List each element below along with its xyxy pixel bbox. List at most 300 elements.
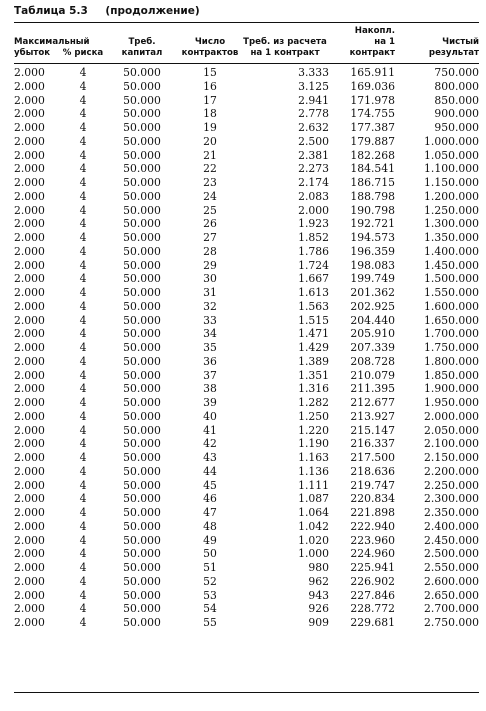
- cell-accumulated-per-contract: 182.268: [350, 148, 395, 162]
- cell-net-result: 850.000: [434, 93, 479, 107]
- cell-risk-percent: 4: [79, 409, 87, 423]
- cell-required-per-contract: 1.000: [298, 547, 329, 561]
- cell-risk-percent: 4: [79, 79, 87, 93]
- cell-risk-percent: 4: [79, 464, 87, 478]
- cell-contracts: 52: [203, 574, 217, 588]
- cell-contracts: 26: [203, 217, 217, 231]
- cell-accumulated-per-contract: 226.902: [350, 574, 395, 588]
- cell-accumulated-per-contract: 211.395: [350, 382, 395, 396]
- cell-required-per-contract: 1.724: [298, 258, 329, 272]
- cell-required-per-contract: 909: [308, 616, 329, 629]
- cell-required-capital: 50.000: [123, 547, 161, 561]
- cell-accumulated-per-contract: 199.749: [350, 272, 395, 286]
- table-row: [14, 561, 479, 575]
- cell-risk-percent: 4: [79, 561, 87, 574]
- cell-required-per-contract: 2.381: [298, 148, 329, 162]
- cell-max-loss: 2.000: [14, 244, 45, 258]
- cell-required-capital: 50.000: [123, 176, 161, 189]
- cell-accumulated-per-contract: 184.541: [350, 162, 395, 176]
- cell-contracts: 48: [203, 519, 217, 533]
- cell-risk-percent: 4: [79, 148, 87, 162]
- cell-required-per-contract: 2.083: [298, 189, 329, 203]
- cell-required-per-contract: 2.273: [298, 162, 329, 176]
- cell-risk-percent: 4: [79, 176, 87, 189]
- cell-accumulated-per-contract: 223.960: [350, 533, 395, 547]
- cell-net-result: 1.850.000: [424, 368, 479, 382]
- cell-contracts: 34: [203, 327, 217, 341]
- table-row: [14, 341, 479, 355]
- cell-accumulated-per-contract: 202.925: [350, 299, 395, 313]
- table-row: [14, 465, 479, 479]
- cell-accumulated-per-contract: 208.728: [350, 354, 395, 368]
- cell-required-capital: 50.000: [123, 423, 161, 437]
- cell-contracts: 39: [203, 396, 217, 409]
- cell-required-capital: 50.000: [123, 258, 161, 272]
- cell-contracts: 28: [203, 244, 217, 258]
- column-header-line: Чистый: [442, 37, 479, 47]
- cell-required-per-contract: 1.111: [298, 478, 329, 492]
- cell-required-capital: 50.000: [123, 451, 161, 464]
- cell-max-loss: 2.000: [14, 547, 45, 561]
- cell-required-capital: 50.000: [123, 286, 161, 299]
- cell-required-per-contract: 1.020: [298, 533, 329, 547]
- cell-required-per-contract: 1.923: [298, 217, 329, 231]
- cell-required-per-contract: 1.515: [298, 313, 329, 327]
- cell-max-loss: 2.000: [14, 451, 45, 464]
- column-header-line: на 1 контракт: [349, 37, 395, 58]
- cell-required-per-contract: 943: [308, 588, 329, 602]
- cell-max-loss: 2.000: [14, 519, 45, 533]
- cell-contracts: 17: [203, 93, 217, 107]
- bottom-rule: [14, 692, 479, 693]
- cell-required-per-contract: 1.064: [298, 506, 329, 519]
- cell-contracts: 32: [203, 299, 217, 313]
- cell-required-per-contract: 1.786: [298, 244, 329, 258]
- cell-max-loss: 2.000: [14, 561, 45, 574]
- cell-accumulated-per-contract: 225.941: [350, 561, 395, 574]
- data-table: [14, 66, 479, 630]
- table-row: [14, 602, 479, 616]
- cell-accumulated-per-contract: 186.715: [350, 176, 395, 189]
- column-header-line: контрактов: [181, 48, 239, 58]
- cell-max-loss: 2.000: [14, 66, 45, 79]
- table-row: [14, 547, 479, 561]
- cell-net-result: 1.550.000: [424, 286, 479, 299]
- cell-max-loss: 2.000: [14, 189, 45, 203]
- cell-required-per-contract: 1.351: [298, 368, 329, 382]
- cell-risk-percent: 4: [79, 423, 87, 437]
- cell-required-capital: 50.000: [123, 313, 161, 327]
- cell-required-capital: 50.000: [123, 134, 161, 148]
- table-row: [14, 204, 479, 218]
- cell-max-loss: 2.000: [14, 506, 45, 519]
- column-header-contracts: [179, 26, 241, 59]
- cell-net-result: 1.900.000: [424, 382, 479, 396]
- table-row: [14, 534, 479, 548]
- cell-required-per-contract: 1.136: [298, 464, 329, 478]
- table-row: [14, 589, 479, 603]
- cell-required-per-contract: 1.220: [298, 423, 329, 437]
- cell-accumulated-per-contract: 179.887: [350, 134, 395, 148]
- cell-required-per-contract: 3.125: [298, 79, 329, 93]
- table-row: [14, 217, 479, 231]
- cell-risk-percent: 4: [79, 574, 87, 588]
- cell-required-capital: 50.000: [123, 616, 161, 629]
- cell-net-result: 2.050.000: [424, 423, 479, 437]
- cell-contracts: 44: [203, 464, 217, 478]
- cell-max-loss: 2.000: [14, 93, 45, 107]
- cell-risk-percent: 4: [79, 203, 87, 217]
- table-row: [14, 176, 479, 190]
- cell-accumulated-per-contract: 174.755: [350, 107, 395, 121]
- cell-contracts: 43: [203, 451, 217, 464]
- cell-accumulated-per-contract: 210.079: [350, 368, 395, 382]
- cell-max-loss: 2.000: [14, 602, 45, 616]
- cell-required-capital: 50.000: [123, 368, 161, 382]
- cell-risk-percent: 4: [79, 478, 87, 492]
- cell-risk-percent: 4: [79, 341, 87, 354]
- cell-required-capital: 50.000: [123, 162, 161, 176]
- cell-required-per-contract: 1.042: [298, 519, 329, 533]
- cell-contracts: 38: [203, 382, 217, 396]
- cell-max-loss: 2.000: [14, 368, 45, 382]
- cell-contracts: 23: [203, 176, 217, 189]
- cell-contracts: 42: [203, 437, 217, 451]
- cell-risk-percent: 4: [79, 382, 87, 396]
- column-header-line: на 1 контракт: [250, 48, 320, 58]
- cell-net-result: 1.500.000: [424, 272, 479, 286]
- column-header-required-capital: [105, 26, 179, 59]
- cell-required-capital: 50.000: [123, 203, 161, 217]
- cell-required-capital: 50.000: [123, 382, 161, 396]
- cell-accumulated-per-contract: 177.387: [350, 121, 395, 134]
- cell-net-result: 1.950.000: [424, 396, 479, 409]
- cell-contracts: 25: [203, 203, 217, 217]
- cell-accumulated-per-contract: 171.978: [350, 93, 395, 107]
- cell-required-per-contract: 1.087: [298, 492, 329, 506]
- cell-accumulated-per-contract: 227.846: [350, 588, 395, 602]
- cell-required-capital: 50.000: [123, 354, 161, 368]
- cell-net-result: 2.350.000: [424, 506, 479, 519]
- table-row: [14, 616, 479, 630]
- cell-required-capital: 50.000: [123, 464, 161, 478]
- cell-contracts: 51: [203, 561, 217, 574]
- cell-risk-percent: 4: [79, 134, 87, 148]
- cell-contracts: 29: [203, 258, 217, 272]
- table-row: [14, 245, 479, 259]
- table-caption: [14, 5, 200, 17]
- top-rule: [14, 22, 479, 23]
- cell-max-loss: 2.000: [14, 423, 45, 437]
- cell-required-per-contract: 980: [308, 561, 329, 574]
- cell-required-per-contract: 1.667: [298, 272, 329, 286]
- cell-contracts: 33: [203, 313, 217, 327]
- cell-risk-percent: 4: [79, 66, 87, 79]
- cell-required-capital: 50.000: [123, 327, 161, 341]
- cell-required-capital: 50.000: [123, 244, 161, 258]
- cell-max-loss: 2.000: [14, 492, 45, 506]
- cell-risk-percent: 4: [79, 272, 87, 286]
- table-row: [14, 575, 479, 589]
- cell-max-loss: 2.000: [14, 121, 45, 134]
- cell-net-result: 900.000: [434, 107, 479, 121]
- cell-risk-percent: 4: [79, 506, 87, 519]
- cell-contracts: 31: [203, 286, 217, 299]
- cell-max-loss: 2.000: [14, 148, 45, 162]
- cell-net-result: 2.200.000: [424, 464, 479, 478]
- cell-accumulated-per-contract: 224.960: [350, 547, 395, 561]
- cell-net-result: 1.050.000: [424, 148, 479, 162]
- cell-contracts: 50: [203, 547, 217, 561]
- cell-contracts: 47: [203, 506, 217, 519]
- cell-risk-percent: 4: [79, 588, 87, 602]
- cell-required-per-contract: 2.778: [298, 107, 329, 121]
- cell-max-loss: 2.000: [14, 203, 45, 217]
- cell-contracts: 40: [203, 409, 217, 423]
- cell-net-result: 1.450.000: [424, 258, 479, 272]
- cell-net-result: 1.200.000: [424, 189, 479, 203]
- cell-max-loss: 2.000: [14, 162, 45, 176]
- cell-required-capital: 50.000: [123, 148, 161, 162]
- cell-required-per-contract: 962: [308, 574, 329, 588]
- table-row: [14, 382, 479, 396]
- cell-required-capital: 50.000: [123, 409, 161, 423]
- cell-accumulated-per-contract: 220.834: [350, 492, 395, 506]
- table-row: [14, 107, 479, 121]
- table-body: [14, 66, 479, 630]
- cell-net-result: 2.450.000: [424, 533, 479, 547]
- table-row: [14, 410, 479, 424]
- cell-required-capital: 50.000: [123, 107, 161, 121]
- cell-required-per-contract: 2.500: [298, 134, 329, 148]
- cell-required-capital: 50.000: [123, 437, 161, 451]
- cell-net-result: 1.150.000: [424, 176, 479, 189]
- cell-required-capital: 50.000: [123, 574, 161, 588]
- cell-required-capital: 50.000: [123, 561, 161, 574]
- cell-net-result: 2.500.000: [424, 547, 479, 561]
- cell-required-per-contract: 1.250: [298, 409, 329, 423]
- cell-required-capital: 50.000: [123, 299, 161, 313]
- table-header: [14, 26, 479, 59]
- cell-contracts: 36: [203, 354, 217, 368]
- cell-contracts: 45: [203, 478, 217, 492]
- cell-net-result: 2.250.000: [424, 478, 479, 492]
- cell-net-result: 800.000: [434, 79, 479, 93]
- table-row: [14, 327, 479, 341]
- cell-required-capital: 50.000: [123, 519, 161, 533]
- cell-accumulated-per-contract: 229.681: [350, 616, 395, 629]
- cell-required-capital: 50.000: [123, 492, 161, 506]
- cell-required-capital: 50.000: [123, 341, 161, 354]
- cell-max-loss: 2.000: [14, 79, 45, 93]
- cell-max-loss: 2.000: [14, 437, 45, 451]
- cell-accumulated-per-contract: 219.747: [350, 478, 395, 492]
- cell-accumulated-per-contract: 205.910: [350, 327, 395, 341]
- cell-net-result: 2.400.000: [424, 519, 479, 533]
- cell-contracts: 22: [203, 162, 217, 176]
- cell-risk-percent: 4: [79, 437, 87, 451]
- cell-contracts: 15: [203, 66, 217, 79]
- table-row: [14, 80, 479, 94]
- cell-contracts: 27: [203, 231, 217, 244]
- cell-max-loss: 2.000: [14, 176, 45, 189]
- cell-contracts: 30: [203, 272, 217, 286]
- cell-max-loss: 2.000: [14, 272, 45, 286]
- cell-required-capital: 50.000: [123, 588, 161, 602]
- table-row: [14, 314, 479, 328]
- cell-required-capital: 50.000: [123, 217, 161, 231]
- cell-max-loss: 2.000: [14, 478, 45, 492]
- table-row: [14, 121, 479, 135]
- cell-net-result: 2.600.000: [424, 574, 479, 588]
- cell-risk-percent: 4: [79, 396, 87, 409]
- cell-required-per-contract: 1.471: [298, 327, 329, 341]
- cell-accumulated-per-contract: 188.798: [350, 189, 395, 203]
- column-header-line: убыток: [14, 48, 51, 58]
- cell-contracts: 20: [203, 134, 217, 148]
- cell-max-loss: 2.000: [14, 258, 45, 272]
- column-header-required-per-contract: [241, 26, 329, 59]
- cell-net-result: 2.750.000: [424, 616, 479, 629]
- table-number: Таблица 5.3: [14, 5, 88, 17]
- cell-contracts: 49: [203, 533, 217, 547]
- cell-risk-percent: 4: [79, 93, 87, 107]
- cell-max-loss: 2.000: [14, 313, 45, 327]
- column-header-line: Накопл.: [354, 26, 395, 36]
- cell-required-capital: 50.000: [123, 602, 161, 616]
- table-row: [14, 437, 479, 451]
- cell-accumulated-per-contract: 217.500: [350, 451, 395, 464]
- cell-required-capital: 50.000: [123, 121, 161, 134]
- cell-max-loss: 2.000: [14, 588, 45, 602]
- table-row: [14, 149, 479, 163]
- cell-net-result: 1.800.000: [424, 354, 479, 368]
- cell-risk-percent: 4: [79, 616, 87, 629]
- cell-net-result: 2.550.000: [424, 561, 479, 574]
- cell-required-per-contract: 3.333: [298, 66, 329, 79]
- cell-accumulated-per-contract: 201.362: [350, 286, 395, 299]
- cell-risk-percent: 4: [79, 217, 87, 231]
- cell-required-capital: 50.000: [123, 506, 161, 519]
- cell-required-capital: 50.000: [123, 272, 161, 286]
- column-header-line: % риска: [62, 48, 104, 58]
- cell-net-result: 950.000: [434, 121, 479, 134]
- cell-risk-percent: 4: [79, 354, 87, 368]
- column-header-line: Треб. из расчета: [243, 37, 327, 47]
- cell-required-per-contract: 2.000: [298, 203, 329, 217]
- cell-net-result: 1.100.000: [424, 162, 479, 176]
- table-continuation-note: (продолжение): [105, 5, 200, 17]
- table-row: [14, 135, 479, 149]
- cell-max-loss: 2.000: [14, 396, 45, 409]
- cell-required-capital: 50.000: [123, 189, 161, 203]
- cell-risk-percent: 4: [79, 286, 87, 299]
- cell-risk-percent: 4: [79, 107, 87, 121]
- cell-max-loss: 2.000: [14, 354, 45, 368]
- cell-net-result: 1.250.000: [424, 203, 479, 217]
- cell-risk-percent: 4: [79, 189, 87, 203]
- column-header-line: результат: [428, 48, 479, 58]
- cell-accumulated-per-contract: 207.339: [350, 341, 395, 354]
- cell-risk-percent: 4: [79, 313, 87, 327]
- table-row: [14, 231, 479, 245]
- cell-net-result: 1.650.000: [424, 313, 479, 327]
- cell-accumulated-per-contract: 169.036: [350, 79, 395, 93]
- cell-risk-percent: 4: [79, 368, 87, 382]
- cell-net-result: 1.000.000: [424, 134, 479, 148]
- cell-accumulated-per-contract: 198.083: [350, 258, 395, 272]
- column-header-line: капитал: [121, 48, 163, 58]
- cell-required-capital: 50.000: [123, 79, 161, 93]
- cell-contracts: 53: [203, 588, 217, 602]
- cell-contracts: 41: [203, 423, 217, 437]
- table-row: [14, 162, 479, 176]
- table-row: [14, 492, 479, 506]
- cell-net-result: 2.150.000: [424, 451, 479, 464]
- table-row: [14, 424, 479, 438]
- cell-max-loss: 2.000: [14, 286, 45, 299]
- cell-risk-percent: 4: [79, 121, 87, 134]
- cell-required-per-contract: 1.852: [298, 231, 329, 244]
- table-row: [14, 94, 479, 108]
- cell-contracts: 55: [203, 616, 217, 629]
- header-row: [14, 26, 479, 59]
- cell-required-per-contract: 1.282: [298, 396, 329, 409]
- cell-risk-percent: 4: [79, 258, 87, 272]
- cell-required-per-contract: 1.316: [298, 382, 329, 396]
- cell-risk-percent: 4: [79, 519, 87, 533]
- cell-accumulated-per-contract: 213.927: [350, 409, 395, 423]
- column-header-line: Треб.: [128, 37, 156, 47]
- cell-max-loss: 2.000: [14, 341, 45, 354]
- cell-required-per-contract: 2.174: [298, 176, 329, 189]
- cell-risk-percent: 4: [79, 244, 87, 258]
- cell-net-result: 1.750.000: [424, 341, 479, 354]
- table-row: [14, 396, 479, 410]
- cell-max-loss: 2.000: [14, 299, 45, 313]
- header-rule: [14, 63, 479, 64]
- cell-contracts: 19: [203, 121, 217, 134]
- cell-max-loss: 2.000: [14, 574, 45, 588]
- table-row: [14, 451, 479, 465]
- cell-required-capital: 50.000: [123, 396, 161, 409]
- cell-net-result: 2.650.000: [424, 588, 479, 602]
- cell-net-result: 1.300.000: [424, 217, 479, 231]
- cell-required-capital: 50.000: [123, 478, 161, 492]
- column-header-accumulated-per-contract: [329, 26, 395, 59]
- cell-risk-percent: 4: [79, 547, 87, 561]
- cell-required-per-contract: 2.941: [298, 93, 329, 107]
- cell-net-result: 1.600.000: [424, 299, 479, 313]
- table-row: [14, 355, 479, 369]
- cell-max-loss: 2.000: [14, 464, 45, 478]
- cell-required-per-contract: 1.190: [298, 437, 329, 451]
- cell-net-result: 1.350.000: [424, 231, 479, 244]
- cell-required-per-contract: 2.632: [298, 121, 329, 134]
- cell-required-per-contract: 1.429: [298, 341, 329, 354]
- cell-net-result: 750.000: [434, 66, 479, 79]
- cell-max-loss: 2.000: [14, 134, 45, 148]
- cell-net-result: 2.300.000: [424, 492, 479, 506]
- cell-risk-percent: 4: [79, 602, 87, 616]
- cell-required-per-contract: 1.563: [298, 299, 329, 313]
- table-row: [14, 272, 479, 286]
- cell-net-result: 1.400.000: [424, 244, 479, 258]
- cell-accumulated-per-contract: 215.147: [350, 423, 395, 437]
- cell-max-loss: 2.000: [14, 409, 45, 423]
- table-row: [14, 520, 479, 534]
- table-row: [14, 66, 479, 80]
